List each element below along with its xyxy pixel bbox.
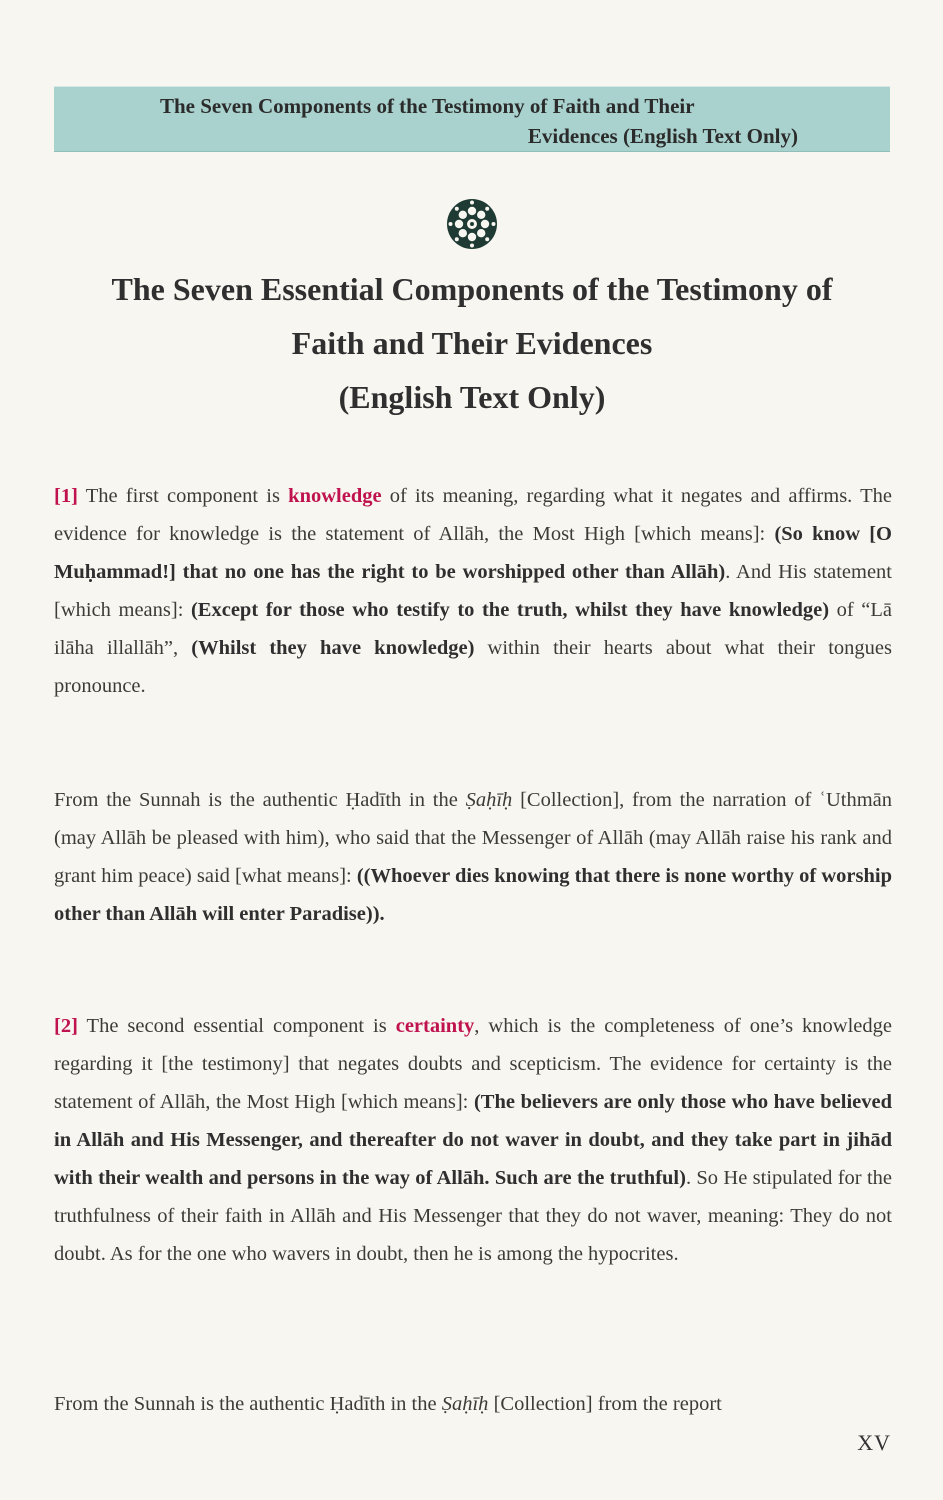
- italic-term: Ṣaḥīḥ: [465, 789, 513, 811]
- quran-quote: (Except for those who testify to the truth, whilst they have knowledge): [190, 599, 830, 621]
- quran-quote: (The believers are only those who have believed in Allāh and His Messenger, and thereafter do not waver in doubt, and they take part in jihād with their wealth and persons in the way of Allāh. Such are the truthful): [54, 1091, 893, 1189]
- text-run: of “Lā ilāha illallāh”,: [54, 599, 893, 659]
- chapter-title-line-3: (English Text Only): [338, 379, 606, 415]
- paragraph-knowledge: [54, 477, 892, 705]
- paragraph-sunnah-2: [54, 1385, 892, 1423]
- text-run: , which is the completeness of one’s knowledge regarding it [the testimony] that negates doubts and scepticism. The evidence for certainty is the statement of Allāh, the Most High [which means]:: [54, 1015, 892, 1113]
- text-run: within their hearts about what their tongues pronounce.: [54, 637, 892, 697]
- hadith-quote: ((Whoever dies knowing that there is none worthy of worship other than Allāh will enter Paradise)).: [54, 865, 892, 925]
- running-header-line-1: The Seven Components of the Testimony of Faith and Their: [160, 94, 695, 118]
- text-run: The second essential component is: [77, 1015, 396, 1037]
- running-header-line-2: Evidences (English Text Only): [527, 124, 798, 148]
- keyword-knowledge: knowledge: [288, 485, 382, 507]
- text-run: . So He stipulated for the truthfulness of their faith in Allāh and His Messenger that they do not waver, meaning: They do not doubt. As for the one who wavers in doubt, then he is among the hypocrites.: [54, 1167, 892, 1265]
- text-run: of its meaning, regarding what it negates and affirms. The evidence for knowledge is the statement of Allāh, the Most High [which means]:: [54, 485, 892, 545]
- text-run: From the Sunnah is the authentic Ḥadīth in the: [54, 789, 466, 811]
- paragraph-certainty: [54, 1007, 892, 1273]
- paragraph-sunnah-1: [54, 781, 892, 933]
- quran-quote: (So know [O Muḥammad!] that no one has the right to be worshipped other than Allāh): [54, 523, 892, 583]
- component-number: [1]: [54, 485, 78, 507]
- chapter-title-line-1: The Seven Essential Components of the Testimony of: [111, 271, 833, 307]
- page-number: XV: [857, 1430, 891, 1455]
- component-number: [2]: [54, 1015, 78, 1037]
- running-header: [54, 86, 890, 152]
- rosette-ornament-icon: [446, 198, 498, 250]
- quran-quote: (Whilst they have knowledge): [191, 637, 475, 659]
- text-run: [Collection] from the report: [488, 1393, 722, 1415]
- chapter-title: [54, 262, 890, 424]
- text-run: From the Sunnah is the authentic Ḥadīth in the: [54, 1393, 442, 1415]
- keyword-certainty: certainty: [395, 1015, 475, 1037]
- chapter-title-line-2: Faith and Their Evidences: [291, 325, 653, 361]
- text-run: The first component is: [77, 485, 289, 507]
- text-run: [Collection], from the narration of ʿUthmān (may Allāh be pleased with him), who said that the Messenger of Allāh (may Allāh raise his rank and grant him peace) said [what means]:: [54, 789, 892, 887]
- text-run: . And His statement [which means]:: [54, 561, 892, 621]
- italic-term: Ṣaḥīḥ: [441, 1393, 489, 1415]
